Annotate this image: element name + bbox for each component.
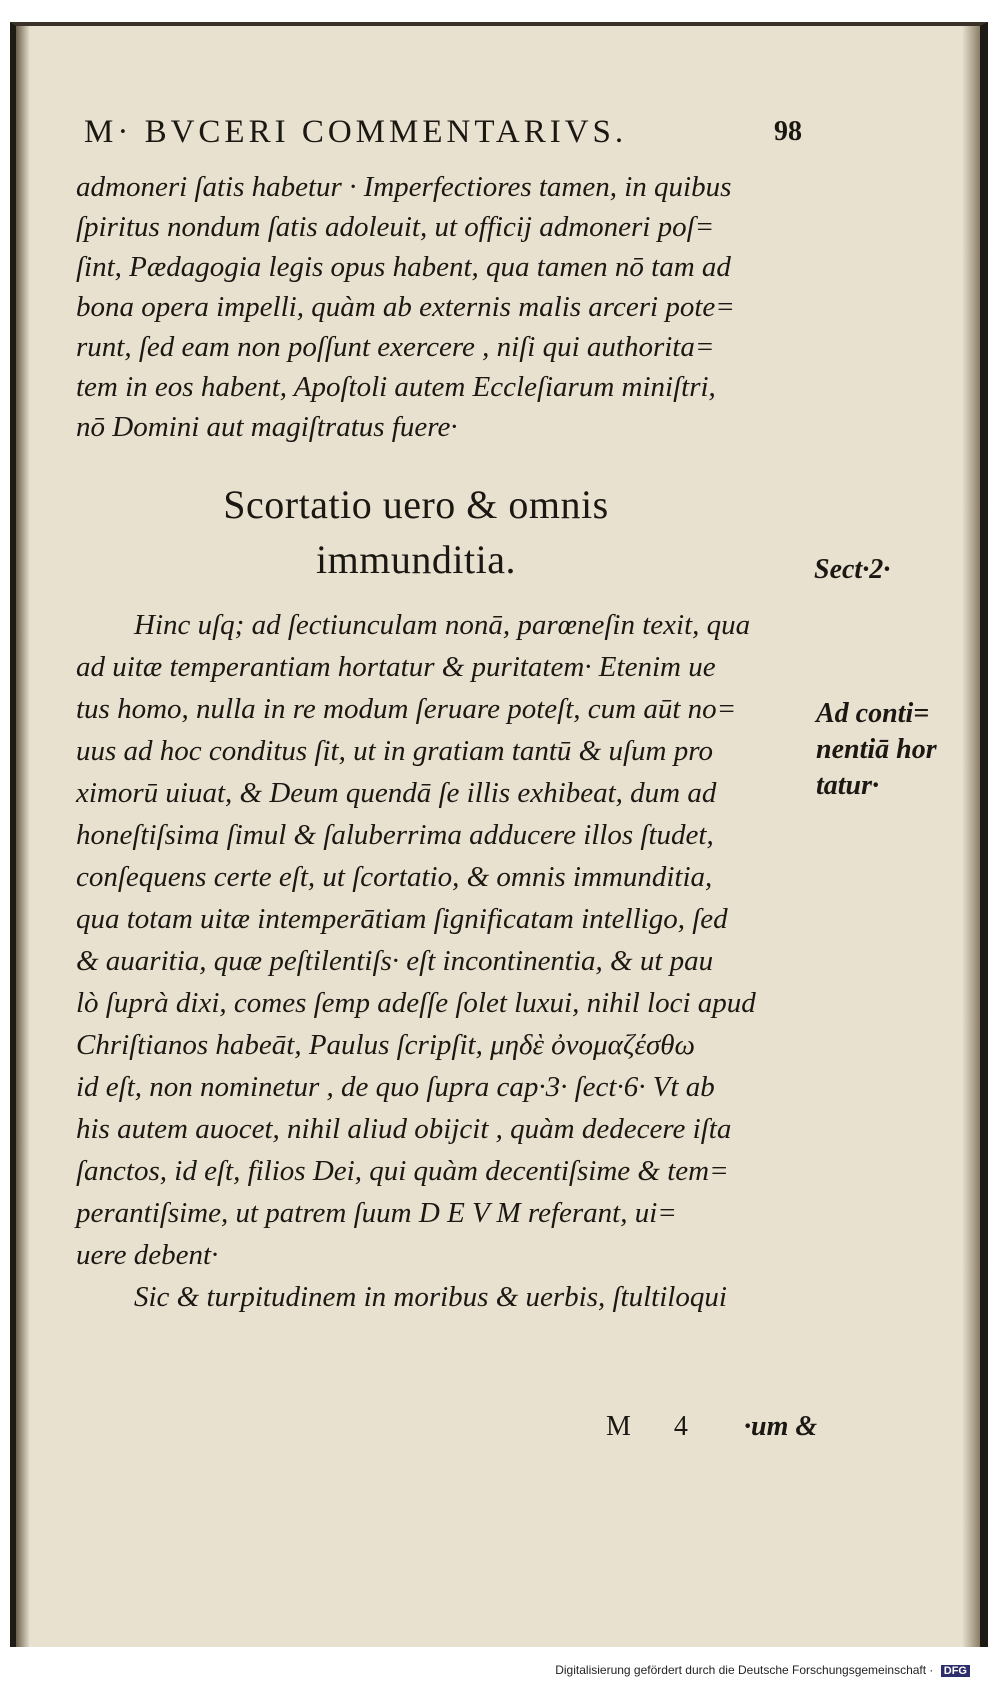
text-line: Hinc uſq; ad ſectiunculam nonā, parœneſin texit, qua [134, 609, 751, 641]
margin-note-line: Ad conti= [816, 698, 930, 729]
text-line: & auaritia, quæ peſtilentiſs· eſt incontinentia, & ut pau [76, 945, 714, 977]
section-heading-line-1: Scortatio uero & omnis [223, 482, 609, 527]
text-line: admoneri ſatis habetur · Imperfectiores tamen, in quibus [76, 171, 732, 203]
signature-mark: M 4 [606, 1411, 706, 1442]
dfg-logo: DFG [941, 1665, 970, 1677]
text-line: lò ſuprà dixi, comes ſemp adeſſe ſolet luxui, nihil loci apud [76, 987, 756, 1019]
text-line: his autem auocet, nihil aliud obijcit , quàm dedecere iſta [76, 1113, 732, 1145]
text-line: uus ad hoc conditus ſit, ut in gratiam tantū & uſum pro [76, 735, 713, 767]
text-line: ſint, Pædagogia legis opus habent, qua tamen nō tam ad [76, 251, 731, 283]
text-line: perantiſsime, ut patrem ſuum D E V M referant, ui= [76, 1197, 677, 1229]
running-head: M· BVCERI COMMENTARIVS. [84, 114, 628, 150]
page-number: 98 [774, 116, 802, 147]
margin-note-section: Sect·2· [814, 554, 891, 585]
margin-note-line: nentiā hor [816, 734, 937, 765]
text-line: runt, ſed eam non poſſunt exercere , niſi qui authorita= [76, 331, 715, 363]
text-line: ſanctos, id eſt, filios Dei, qui quàm decentiſsime & tem= [76, 1155, 729, 1187]
book-page [10, 22, 988, 1647]
text-line: uere debent· [76, 1239, 219, 1271]
text-line: tus homo, nulla in re modum ſeruare poteſt, cum aūt no= [76, 693, 737, 725]
text-line: ad uitæ temperantiam hortatur & puritatem· Etenim ue [76, 651, 716, 683]
text-line: honeſtiſsima ſimul & ſaluberrima adducere illos ſtudet, [76, 819, 714, 851]
text-line: Chriſtianos habeāt, Paulus ſcripſit, μηδὲ ὀνομαζέσθω [76, 1029, 696, 1061]
text-line: conſequens certe eſt, ut ſcortatio, & omnis immunditia, [76, 861, 713, 893]
section-heading-line-2: immunditia. [316, 537, 516, 582]
digitization-credit [555, 1663, 970, 1677]
text-line: nō Domini aut magiſtratus fuere· [76, 411, 458, 443]
margin-note-line: tatur· [816, 770, 880, 801]
text-line: qua totam uitæ intemperātiam ſignificatam intelligo, ſed [76, 903, 728, 935]
text-line: id eſt, non nominetur , de quo ſupra cap·3· ſect·6· Vt ab [76, 1071, 715, 1103]
text-line: Sic & turpitudinem in moribus & uerbis, ſtultiloqui [134, 1281, 727, 1313]
text-line: ximorū uiuat, & Deum quendā ſe illis exhibeat, dum ad [76, 777, 717, 809]
catchword: ·um & [744, 1411, 818, 1442]
credit-text: Digitalisierung gefördert durch die Deutsche Forschungsgemeinschaft · [555, 1663, 934, 1677]
text-line: tem in eos habent, Apoſtoli autem Eccleſiarum miniſtri, [76, 371, 716, 403]
text-line: bona opera impelli, quàm ab externis malis arceri pote= [76, 291, 735, 323]
text-line: ſpiritus nondum ſatis adoleuit, ut officij admoneri poſ= [76, 211, 715, 243]
